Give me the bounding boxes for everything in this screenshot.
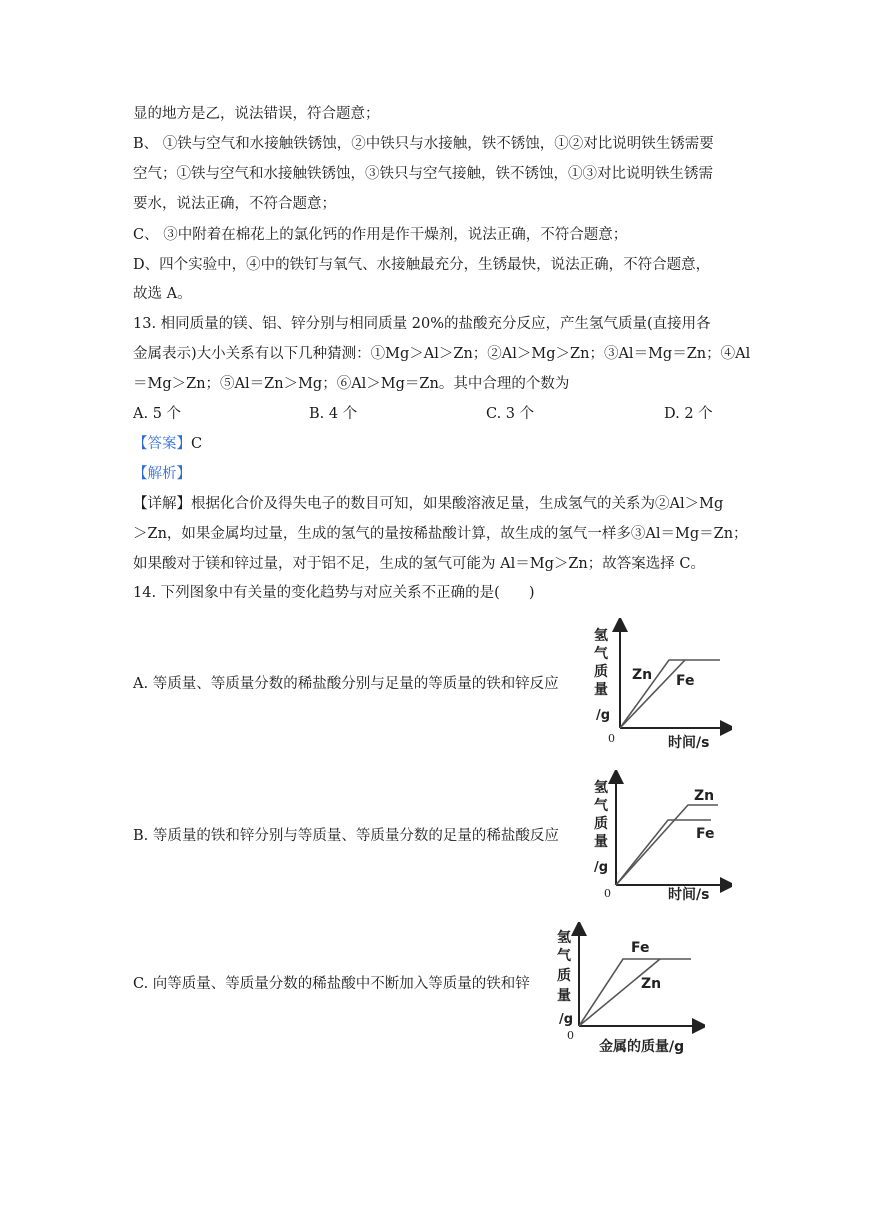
- y-label-unit: /g: [594, 860, 609, 875]
- q13-stem: 金属表示)大小关系有以下几种猜测：①Mg＞Al＞Zn；②Al＞Mg＞Zn；③Al＝Mg＝Zn；④Al: [133, 346, 751, 362]
- analysis-label: 【解析】: [133, 466, 191, 482]
- q12-text-line: 显的地方是乙，说法错误，符合题意；: [133, 106, 380, 122]
- q12-option-d-line: D、四个实验中，④中的铁钉与氧气、水接触最充分，生锈最快，说法正确，不符合题意，: [133, 257, 711, 273]
- q13-option-d: D. 2 个: [664, 406, 713, 422]
- y-label-char: 量: [557, 988, 571, 1004]
- q13-answer: [133, 434, 202, 454]
- q12-text-line: 空气；①铁与空气和水接触铁锈蚀，③铁只与空气接触，铁不锈蚀，①③对比说明铁生锈需: [133, 166, 713, 182]
- y-label-char: 气: [594, 646, 608, 662]
- q12-option-b-line: B、 ①铁与空气和水接触铁锈蚀，②中铁只与水接触，铁不锈蚀，①②对比说明铁生锈需要: [133, 136, 714, 152]
- x-axis-label: 金属的质量/g: [599, 1039, 685, 1055]
- q13-stem: ＝Mg＞Zn；⑤Al＝Zn＞Mg；⑥Al＞Mg＝Zn。其中合理的个数为: [133, 376, 570, 392]
- series-label-fe: Fe: [631, 940, 650, 956]
- graph-c: [555, 922, 705, 1057]
- q13-option-a: A. 5 个: [133, 406, 182, 422]
- q13-stem: 13. 相同质量的镁、铝、锌分别与相同质量 20%的盐酸充分反应，产生氢气质量(直接用各: [133, 316, 711, 332]
- y-label-char: 氢: [594, 628, 608, 644]
- q13-option-b: B. 4 个: [309, 406, 358, 422]
- y-label-unit: /g: [559, 1012, 574, 1027]
- y-label-char: 气: [594, 798, 608, 814]
- q14-option-b: B. 等质量的铁和锌分别与等质量、等质量分数的足量的稀盐酸反应: [133, 828, 559, 844]
- series-label-zn: Zn: [694, 788, 715, 804]
- origin-label: 0: [604, 887, 611, 900]
- origin-label: 0: [608, 732, 615, 745]
- series-label-zn: Zn: [632, 667, 653, 683]
- series-label-zn: Zn: [641, 976, 662, 992]
- y-label-char: 量: [594, 834, 608, 850]
- y-label-char: 氢: [557, 930, 571, 946]
- q14-stem: 14. 下列图象中有关量的变化趋势与对应关系不正确的是( ): [133, 585, 535, 601]
- y-label-unit: /g: [596, 708, 611, 723]
- q13-option-c: C. 3 个: [486, 406, 535, 422]
- y-label-char: 质: [594, 664, 608, 680]
- q12-text-line: 要水，说法正确，不符合题意；: [133, 196, 336, 212]
- answer-label: 【答案】: [133, 436, 191, 452]
- y-label-char: 气: [557, 948, 571, 964]
- graph-b: [592, 770, 732, 905]
- series-label-fe: Fe: [676, 673, 695, 689]
- q12-conclusion: 故选 A。: [133, 286, 192, 302]
- y-label-char: 质: [594, 816, 608, 832]
- y-label-char: 量: [594, 682, 608, 698]
- x-axis-label: 时间/s: [668, 887, 710, 903]
- q13-detail: [133, 494, 723, 514]
- fe-line: [616, 805, 718, 885]
- q14-option-a: A. 等质量、等质量分数的稀盐酸分别与足量的等质量的铁和锌反应: [133, 676, 559, 692]
- origin-label: 0: [567, 1029, 574, 1042]
- y-label-char: 质: [557, 968, 571, 984]
- q14-option-c: C. 向等质量、等质量分数的稀盐酸中不断加入等质量的铁和锌: [133, 976, 530, 992]
- q13-detail: 如果酸对于镁和锌过量，对于铝不足，生成的氢气可能为 Al＝Mg＞Zn；故答案选择 C。: [133, 556, 705, 572]
- x-axis-label: 时间/s: [668, 735, 710, 751]
- y-label-char: 氢: [594, 780, 608, 796]
- fe-line: [579, 959, 691, 1026]
- series-label-fe: Fe: [696, 826, 715, 842]
- zn-line: [579, 959, 660, 1026]
- q13-detail: ＞Zn，如果金属均过量，生成的氢气的量按稀盐酸计算，故生成的氢气一样多③Al＝Mg＝Zn；: [133, 526, 748, 542]
- fe-line: [620, 660, 685, 728]
- q12-option-c-line: C、 ③中附着在棉花上的氯化钙的作用是作干燥剂，说法正确，不符合题意；: [133, 227, 628, 243]
- graph-a: [592, 618, 732, 753]
- detail-label: 【详解】: [133, 496, 191, 512]
- answer-value: C: [191, 436, 203, 452]
- detail-text: 根据化合价及得失电子的数目可知，如果酸溶液足量，生成氢气的关系为②Al＞Mg: [191, 496, 724, 512]
